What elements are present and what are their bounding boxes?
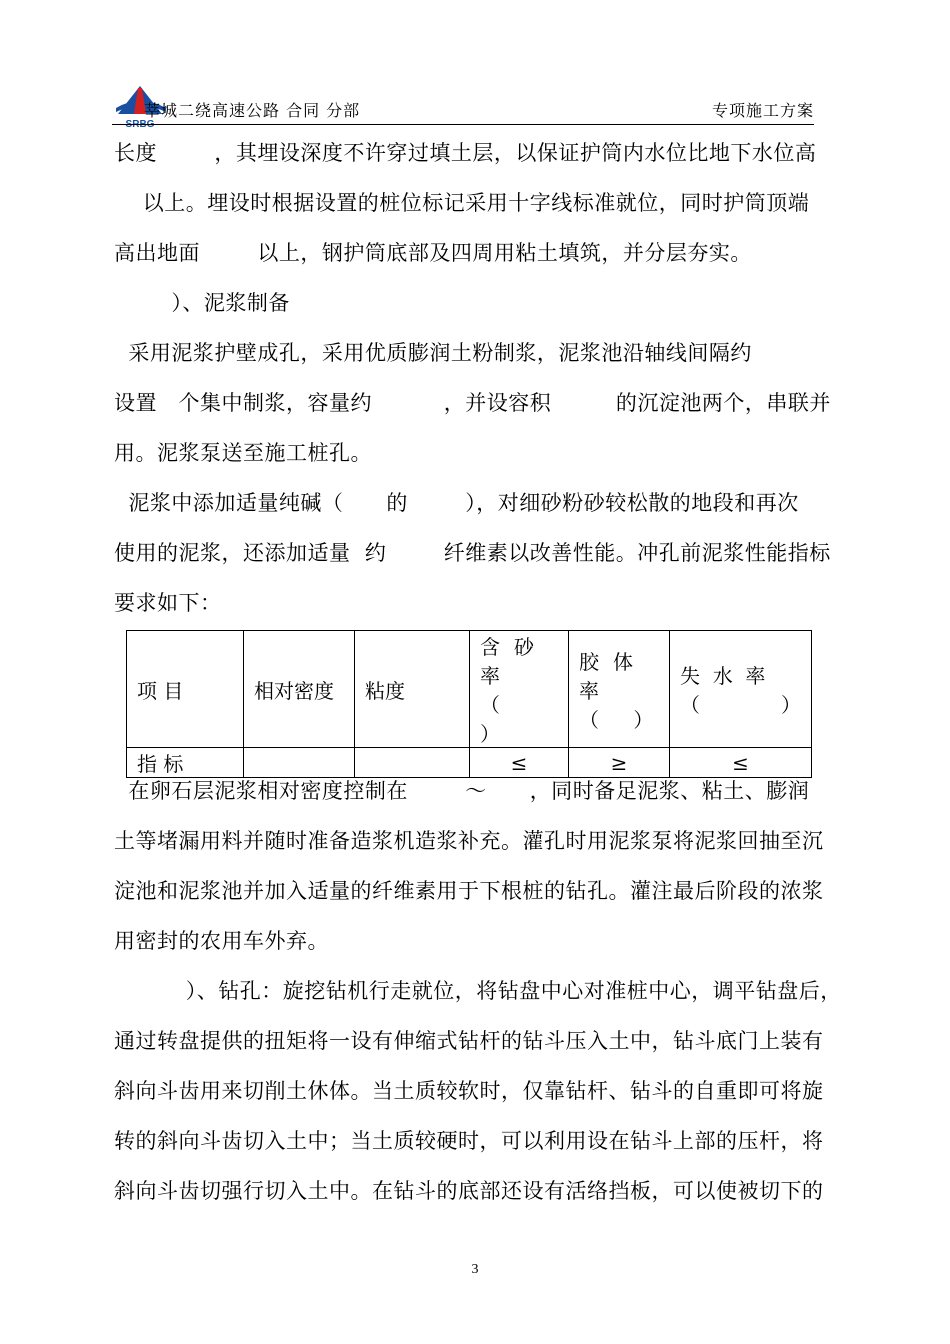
body-line: 转的斜向斗齿切入土中；当土质较硬时，可以利用设在钻斗上部的压杆，将: [114, 1129, 824, 1153]
cell-water-loss: ≤: [670, 748, 812, 778]
header-viscosity: 粘度: [355, 631, 470, 748]
cell-density: [244, 748, 355, 778]
body-line: 用密封的农用车外弃。: [114, 929, 329, 953]
water-loss-label: 失 水 率: [680, 664, 766, 688]
header-document-type: 专项施工方案: [711, 101, 814, 120]
body-line: 使用的泥浆，还添加适量 约 纤维素以改善性能。冲孔前泥浆性能指标: [114, 541, 831, 565]
body-line: 土等堵漏用料并随时准备造浆机造浆补充。灌孔时用泥浆泵将泥浆回抽至沉: [114, 829, 824, 853]
body-line: 通过转盘提供的扭矩将一设有伸缩式钻杆的钻斗压入土中，钻斗底门上装有: [114, 1029, 824, 1053]
body-line: 斜向斗齿切强行切入土中。在钻斗的底部还设有活络挡板，可以使被切下的: [114, 1179, 824, 1203]
sand-label: 含砂率: [480, 635, 548, 688]
section-heading-drilling: ）、钻孔：旋挖钻机行走就位，将钻盘中心对准桩中心，调平钻盘后，: [114, 979, 842, 1003]
body-line: 采用泥浆护壁成孔，采用优质膨润土粉制浆，泥浆池沿轴线间隔约: [114, 341, 752, 365]
body-line: 长度 ，其埋设深度不许穿过填土层，以保证护筒内水位比地下水位高: [114, 141, 817, 165]
page-number: 3: [471, 1262, 479, 1277]
body-line: 要求如下：: [114, 591, 222, 615]
mud-performance-table: [126, 630, 812, 778]
header-rule: [112, 124, 814, 125]
section-heading-mud: ）、泥浆制备: [114, 291, 290, 315]
cell-sand: ≤: [470, 748, 569, 778]
body-line: 用。泥浆泵送至施工桩孔。: [114, 441, 372, 465]
water-loss-unit: [680, 689, 801, 718]
water-unit-open: （: [680, 693, 700, 717]
body-line: 淀池和泥浆池并加入适量的纤维素用于下根桩的钻孔。灌注最后阶段的浓浆: [114, 879, 824, 903]
cell-colloid: ≥: [569, 748, 670, 778]
body-line: 泥浆中添加适量纯碱（ 的 ），对细砂粉砂较松散的地段和再次: [114, 491, 799, 515]
body-line: 设置 个集中制浆，容量约 ，并设容积 的沉淀池两个，串联并: [114, 391, 831, 415]
water-unit-close: ）: [781, 693, 801, 717]
table-row: [127, 748, 812, 778]
header-project-title: 莘城二绕高速公路 合同 分部: [144, 101, 361, 120]
logo-text: SRBG: [125, 119, 155, 130]
header-colloid-rate: [569, 631, 670, 748]
page-header: [112, 84, 814, 130]
cell-viscosity: [355, 748, 470, 778]
sand-unit: （ ）: [480, 693, 514, 746]
header-density: 相对密度: [244, 631, 355, 748]
colloid-unit: （ ）: [579, 707, 668, 732]
row-label: 指 标: [127, 748, 244, 778]
header-sand-content: [470, 631, 569, 748]
header-item: 项 目: [127, 631, 244, 748]
body-line: 高出地面 以上，钢护筒底部及四周用粘土填筑，并分层夯实。: [114, 241, 752, 265]
header-water-loss: [670, 631, 812, 748]
colloid-label: 胶体率: [579, 649, 647, 703]
body-line: 在卵石层泥浆相对密度控制在 ～ ，同时备足泥浆、粘土、膨润: [114, 779, 810, 803]
table-header-row: [127, 631, 812, 748]
body-line: 斜向斗齿用来切削土休体。当土质较软时，仅靠钻杆、钻斗的自重即可将旋: [114, 1079, 824, 1103]
body-line: 以上。埋设时根据设置的桩位标记采用十字线标准就位，同时护筒顶端: [114, 191, 810, 215]
